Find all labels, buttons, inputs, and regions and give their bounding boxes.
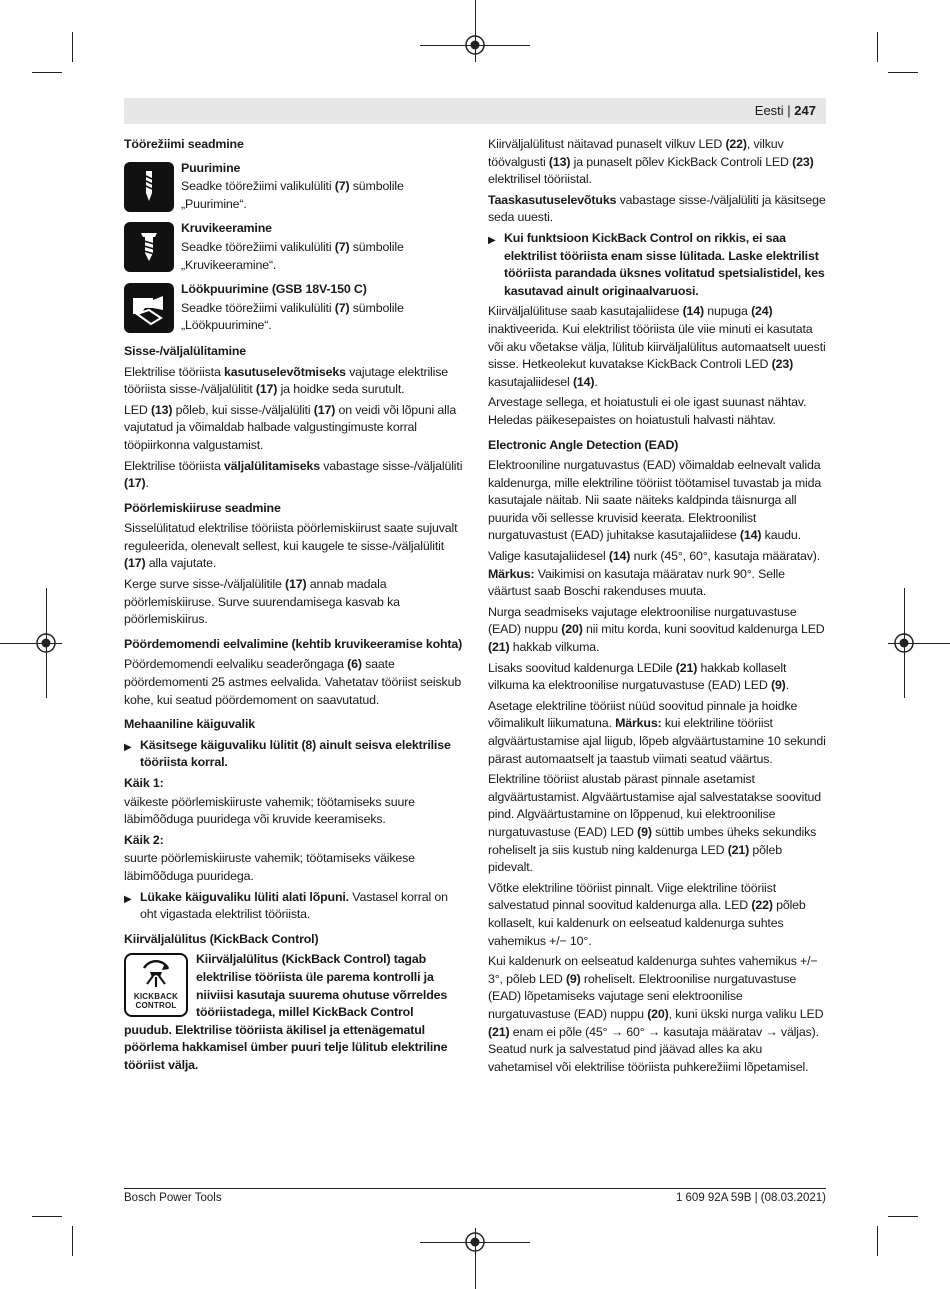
section-title: Electronic Angle Detection (EAD) (488, 437, 679, 452)
crop-mark (888, 72, 918, 73)
paragraph: Asetage elektriline tööriist nüüd soovitud pinnale ja hoidke võimalikult liikumatuna. Märkus: kui elektriline tööriist algväärtustamise ajal liigub, lõpeb algväärtustamine 10 sekundi pärast automaatselt ja taastub viimati seatud väärtus. (488, 698, 826, 766)
drill-bit-icon (124, 162, 174, 212)
crop-mark (888, 1216, 918, 1217)
warning-bullet: ▶ Lükake käiguvaliku lüliti alati lõpuni. Vastasel korral on oht vigastada elektrilist tööriista. (124, 889, 464, 924)
gear-title: Käik 1: (124, 776, 164, 790)
section-title: Töörežiimi seadmine (124, 137, 244, 151)
right-column (488, 136, 828, 1079)
kickback-label: CONTROL (135, 1001, 177, 1011)
mode-text (181, 160, 464, 215)
paragraph: Kui kaldenurk on eelseatud kaldenurga suhtes vahemikus +/− 3°, põleb LED (9) roheliselt. Elektroonilise nurgatuvastuse (EAD) lõpetamiseks vajutage seni elektroonilise nurgatuvastuse (EAD) nuppu (20), kuni ükski nurga valiku LED (21) enam ei põle (45° → 60° → kasutaja määratav → väljas). Seatud nurk ja salvestatud pind jäävad alles ka aku vahetamisel või elektrilise tööriista puhkerežiimi lõpetamisel. (488, 954, 824, 1074)
paragraph: Võtke elektriline tööriist pinnalt. Viige elektriline tööriist salvestatud pinnal soovitud kaldenurga alla. LED (22) põleb kollaselt, kui kaldenurk on eelseatud kaldenurga suhtes vahemikus +/− 10°. (488, 880, 806, 948)
footer-publisher: Bosch Power Tools (124, 1192, 222, 1204)
registration-target-icon (35, 632, 57, 654)
mode-desc: sümbolile „Löökpuurimine“. (181, 300, 404, 333)
section-title: Kiirväljalülitus (KickBack Control) (124, 931, 319, 946)
mode-desc: sümbolile „Puurimine“. (181, 179, 404, 211)
paragraph: suurte pöörlemiskiiruste vahemik; töötamiseks väikese läbimõõduga puuridega. (124, 851, 415, 883)
crop-mark (877, 32, 878, 62)
paragraph: Elektrilise tööriista kasutuselevõtmiseks vajutage elektrilise tööriista sisse-/väljalülitit (17) ja hoidke seda surutult. (124, 364, 449, 397)
paragraph: Taaskasutuselevõtuks vabastage sisse-/väljalüliti ja käsitsege seda uuesti. (488, 192, 826, 225)
mode-desc: Seadke töörežiimi valikulüliti (181, 239, 335, 254)
mode-impact-drilling (124, 281, 464, 336)
crop-mark (32, 1216, 62, 1217)
section-title: Pöördemomendi eelvalimine (kehtib kruvikeeramise kohta) (124, 636, 463, 651)
kickback-control-logo (124, 953, 188, 1017)
mode-title: Löökpuurimine (GSB 18V-150 C) (181, 282, 367, 297)
crop-mark (877, 1226, 878, 1256)
bullet-text: Käsitsege käiguvaliku lülitit (8) ainult seisva elektrilise tööriista korral. (140, 737, 451, 770)
left-column (124, 136, 464, 1078)
paragraph: Pöördemomendi eelvaliku seaderõngaga (6) saate pöördemomenti 25 astmes eelvalida. Vahetatav tööriist seiskub kohe, kui seatud pöördemoment on saavutatud. (124, 657, 462, 707)
crop-mark (72, 32, 73, 62)
page-number: 247 (794, 103, 816, 118)
paragraph: Nurga seadmiseks vajutage elektroonilise nurgatuvastuse (EAD) nuppu (20) nii mitu korda, kuni soovitud kaldenurga LED (21) hakkab vilkuma. (488, 604, 825, 655)
mode-title: Kruvikeeramine (181, 221, 272, 236)
paragraph: Arvestage sellega, et hoiatustuli ei ole igast suunast nähtav. Heledas päikesepaistes on hoiatustuli halvasti nähtav. (488, 395, 807, 427)
kickback-block (124, 951, 464, 1074)
bullet-text: Kui funktsioon KickBack Control on rikkis, ei saa elektrilist tööriista enam sisse lülitada. Laske elektrilist tööriista parandada üksnes volitatud spetsialistidel, kes kasutavad ainult originaalvaruosi. (504, 230, 825, 298)
paragraph: Elektrilise tööriista väljalülitamiseks vabastage sisse-/väljalüliti (17). (124, 458, 463, 491)
bullet-arrow-icon: ▶ (488, 234, 496, 246)
footer-rule (124, 1188, 826, 1189)
paragraph: Valige kasutajaliidesel (14) nurk (45°, 60°, kasutaja määratav). Märkus: Vaikimisi on kasutaja määratav nurk 90°. Selle väärtust saab Boschi rakenduses muuta. (488, 549, 821, 599)
mode-text (181, 220, 464, 275)
page-header (124, 98, 826, 124)
header-language: Eesti (754, 103, 784, 118)
paragraph: Elektriline tööriist alustab pärast pinnale asetamist algväärtustamist. Algväärtustamise ajal salvestatakse soovitud pind. Algväärtustamine on lõppenud, kui elektroonilise nurgatuvastuse (EAD) LED (9) süttib umbes üheks sekundiks roheliselt ja siis kustub ning kaldenurga LED (21) põleb pidevalt. (488, 772, 821, 875)
section-title: Sisse-/väljalülitamine (124, 343, 247, 358)
gear-title: Käik 2: (124, 832, 164, 847)
bullet-arrow-icon: ▶ (124, 741, 132, 753)
paragraph: Lisaks soovitud kaldenurga LEDile (21) hakkab kollaselt vilkuma ka elektroonilise nurgatuvastuse (EAD) LED (9). (488, 660, 789, 693)
kickback-rotation-icon (139, 960, 173, 992)
crop-mark (72, 1226, 73, 1256)
mode-text (181, 281, 464, 336)
impact-drill-icon (124, 283, 174, 333)
crop-mark (32, 72, 62, 73)
mode-screwdriving (124, 220, 464, 275)
paragraph: Sisselülitatud elektrilise tööriista pöörlemiskiirust saate sujuvalt reguleerida, olenevalt sellest, kui kaugele te sisse-/väljalülitit (17) alla vajutate. (124, 521, 458, 571)
paragraph: Kiirväljalülitust näitavad punaselt vilkuv LED (22), vilkuv töövalgusti (13) ja punaselt põlev KickBack Controli LED (23) elektrilisel tööriistal. (488, 137, 814, 187)
paragraph: Elektrooniline nurgatuvastus (EAD) võimaldab eelnevalt valida kaldenurga, mille elektriline tööriist töötamisel tuvastab ja mida kasutajale näitab. Nii saate näiteks kaldpinda täisnurga all puurida või sellesse kruvisid keerata. Elektroonilist nurgatuvastust (EAD) juhitakse kasutajaliidese (14) kaudu. (488, 458, 822, 543)
section-title: Pöörlemiskiiruse seadmine (124, 500, 281, 515)
registration-target-icon (893, 632, 915, 654)
registration-target-icon (464, 1231, 486, 1253)
ref-number: (7) (334, 179, 350, 194)
footer-doc-ref: 1 609 92A 59B | (08.03.2021) (675, 1192, 826, 1204)
screw-icon (124, 222, 174, 272)
section-title: Mehaaniline käiguvalik (124, 717, 255, 732)
paragraph: väikeste pöörlemiskiiruste vahemik; töötamiseks suure läbimõõduga puuridega või kruvide keeramiseks. (124, 794, 415, 827)
registration-target-icon (464, 34, 486, 56)
ref-number: (7) (334, 300, 350, 315)
ref-number: (7) (334, 239, 350, 254)
kickback-label: KICKBACK (133, 992, 179, 1002)
mode-title: Puurimine (181, 160, 241, 175)
mode-desc: Seadke töörežiimi valikulüliti (181, 300, 335, 315)
paragraph: Kiirväljalülituse saab kasutajaliidese (14) nupuga (24) inaktiveerida. Kui elektrilist tööriista üle viie minuti ei kasutata või aku võetakse välja, lülitub kiirväljalülitus automaatselt uuesti sisse. Hetkeolekut kuvatakse KickBack Controli LED (23) kasutajaliidesel (14). (488, 304, 826, 389)
paragraph: LED (13) põleb, kui sisse-/väljalüliti (17) on veidi või lõpuni alla vajutatud ja võimaldab halbade valgustingimuste korral tööpiirkonna valgustamist. (124, 402, 457, 452)
warning-bullet (488, 230, 828, 300)
warning-bullet (124, 737, 464, 772)
mode-drilling (124, 160, 464, 215)
header-text: Eesti | 247 (754, 103, 816, 118)
paragraph: Kerge surve sisse-/väljalülitile (17) annab madala pöörlemiskiiruse. Surve suurendamisega kasvab ka pöörlemiskiirus. (124, 577, 400, 627)
bullet-arrow-icon: ▶ (124, 893, 132, 905)
mode-desc: sümbolile „Kruvikeeramine“. (181, 239, 404, 272)
kickback-text: Kiirväljalülitus (KickBack Control) tagab elektrilise tööriista üle parema kontrolli ja niiviisi kasutaja suurema ohutuse võrreldes tööriistadega, millel KickBack Control puudub. Elektrilise tööriista äkilisel ja ettenägematul pöörlema hakkamisel ümber puuri telje lülitub elektriline tööriist välja. (124, 952, 448, 1072)
mode-desc: Seadke töörežiimi valikulüliti (181, 179, 335, 194)
